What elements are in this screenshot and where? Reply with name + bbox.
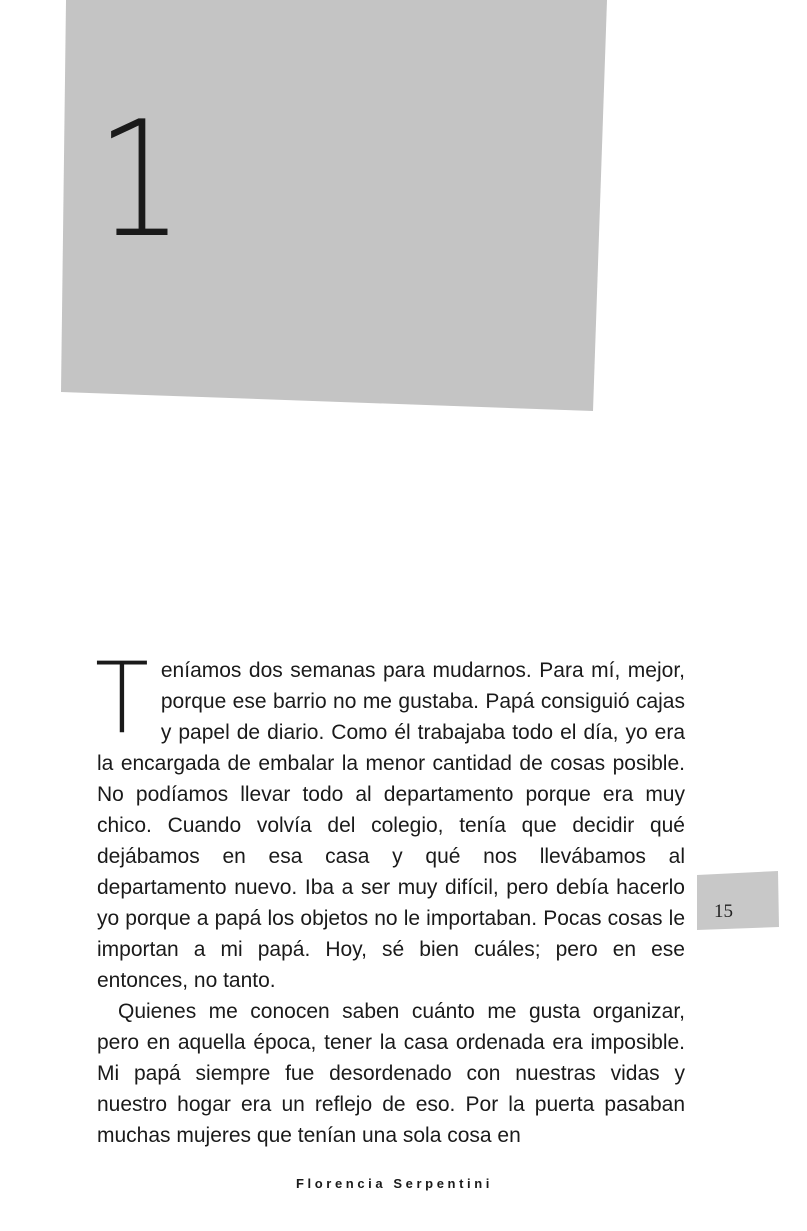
running-footer (0, 1176, 807, 1191)
page-number: 15 (714, 901, 733, 922)
paragraph-2-text: Quienes me conocen saben cuánto me gusta organizar, pero en aquella época, tener la casa ordenada era imposible. Mi papá siempre fue desordenado con nuestras vidas y nuestro hogar era un reflejo de eso. Por la puerta pasaban muchas mujeres que tenían una sola cosa en (97, 1000, 685, 1147)
paragraph (97, 996, 685, 1151)
drop-cap: T (95, 642, 149, 756)
chapter-body-text (95, 642, 685, 1151)
author-name: Florencia Serpentini (296, 1176, 493, 1191)
paragraph (95, 642, 685, 996)
paragraph-1-text: eníamos dos semanas para mudarnos. Para mí, mejor, porque ese barrio no me gustaba. Papá consiguió cajas y papel de diario. Como él trabajaba todo el día, yo era la encargada de embalar la menor cantidad de cosas posible. No podíamos llevar todo al departamento porque era muy chico. Cuando volvía del colegio, tenía que decidir qué dejábamos en esa casa y qué nos llevábamos al departamento nuevo. Iba a ser muy difícil, pero debía hacerlo yo porque a papá los objetos no le importaban. Pocas cosas le importan a mi papá. Hoy, sé bien cuáles; pero en ese entonces, no tanto. (97, 659, 685, 992)
chapter-number: 1 (96, 86, 184, 273)
chapter-opener-block (0, 0, 807, 420)
